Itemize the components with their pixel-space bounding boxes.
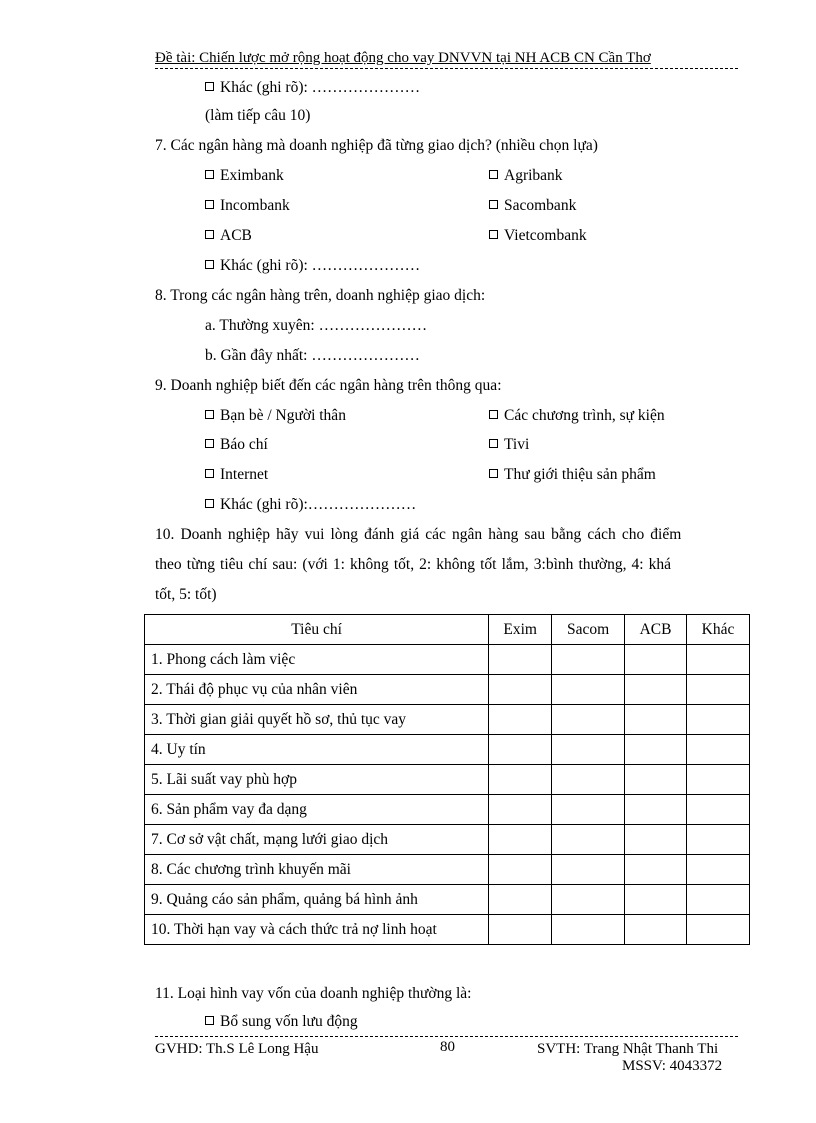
q7-option-sacombank: Sacombank [489, 196, 576, 216]
table-row [145, 795, 750, 825]
table-row [145, 765, 750, 795]
score-cell[interactable] [489, 915, 552, 945]
q9-option-internet: Internet [205, 465, 268, 485]
q9-option-press: Báo chí [205, 435, 268, 455]
score-cell[interactable] [489, 855, 552, 885]
q8-item-a: a. Thường xuyên: ………………… [205, 317, 428, 334]
question-11: 11. Loại hình vay vốn của doanh nghiệp thường là: [155, 985, 472, 1002]
q9-option-tv: Tivi [489, 435, 529, 455]
criteria-cell: 3. Thời gian giải quyết hồ sơ, thủ tục vay [145, 705, 489, 735]
q11-option-working-capital: Bổ sung vốn lưu động [205, 1012, 358, 1032]
q9-option-friends: Bạn bè / Người thân [205, 406, 346, 426]
page-header-title: Đề tài: Chiến lược mở rộng hoạt động cho vay DNVVN tại NH ACB CN Cần Thơ [155, 50, 651, 66]
header-exim: Exim [489, 615, 552, 645]
score-cell[interactable] [552, 795, 625, 825]
score-cell[interactable] [687, 915, 750, 945]
score-cell[interactable] [489, 765, 552, 795]
question-7: 7. Các ngân hàng mà doanh nghiệp đã từng giao dịch? (nhiều chọn lựa) [155, 137, 598, 154]
criteria-cell: 5. Lãi suất vay phù hợp [145, 765, 489, 795]
evaluation-table [144, 614, 750, 945]
q8-item-b: b. Gần đây nhất: ………………… [205, 347, 420, 364]
table-row [145, 675, 750, 705]
score-cell[interactable] [625, 885, 687, 915]
score-cell[interactable] [625, 675, 687, 705]
q9-option-other: Khác (ghi rõ):………………… [205, 495, 416, 515]
option-other-q6: Khác (ghi rõ): ………………… [205, 78, 420, 98]
question-10-line-3: tốt, 5: tốt) [155, 586, 217, 603]
question-8: 8. Trong các ngân hàng trên, doanh nghiệp giao dịch: [155, 287, 486, 304]
score-cell[interactable] [625, 915, 687, 945]
q7-option-incombank: Incombank [205, 196, 290, 216]
header-other: Khác [687, 615, 750, 645]
criteria-cell: 6. Sản phẩm vay đa dạng [145, 795, 489, 825]
score-cell[interactable] [687, 765, 750, 795]
criteria-cell: 4. Uy tín [145, 735, 489, 765]
score-cell[interactable] [552, 855, 625, 885]
criteria-cell: 2. Thái độ phục vụ của nhân viên [145, 675, 489, 705]
score-cell[interactable] [489, 795, 552, 825]
score-cell[interactable] [489, 735, 552, 765]
score-cell[interactable] [552, 705, 625, 735]
table-header-row [145, 615, 750, 645]
table-row [145, 915, 750, 945]
score-cell[interactable] [552, 825, 625, 855]
score-cell[interactable] [552, 675, 625, 705]
q7-option-eximbank: Eximbank [205, 166, 284, 186]
question-9: 9. Doanh nghiệp biết đến các ngân hàng trên thông qua: [155, 377, 502, 394]
question-10-line-2: theo từng tiêu chí sau: (với 1: không tốt, 2: không tốt lắm, 3:bình thường, 4: khá [155, 556, 672, 573]
score-cell[interactable] [687, 645, 750, 675]
footer-page-number: 80 [440, 1039, 455, 1055]
table-row [145, 705, 750, 735]
score-cell[interactable] [552, 735, 625, 765]
q7-option-acb: ACB [205, 226, 252, 246]
continue-note: (làm tiếp câu 10) [205, 107, 311, 124]
score-cell[interactable] [552, 915, 625, 945]
footer-divider [155, 1036, 738, 1037]
score-cell[interactable] [625, 855, 687, 885]
score-cell[interactable] [489, 885, 552, 915]
score-cell[interactable] [489, 675, 552, 705]
score-cell[interactable] [552, 765, 625, 795]
score-cell[interactable] [687, 795, 750, 825]
criteria-cell: 10. Thời hạn vay và cách thức trả nợ linh hoạt [145, 915, 489, 945]
question-10-line-1: 10. Doanh nghiệp hãy vui lòng đánh giá các ngân hàng sau bằng cách cho điểm [155, 526, 682, 543]
table-row [145, 825, 750, 855]
q9-option-events: Các chương trình, sự kiện [489, 406, 665, 426]
score-cell[interactable] [552, 645, 625, 675]
score-cell[interactable] [489, 825, 552, 855]
header-criteria: Tiêu chí [145, 615, 489, 645]
table-row [145, 885, 750, 915]
criteria-cell: 9. Quảng cáo sản phẩm, quảng bá hình ảnh [145, 885, 489, 915]
q7-option-vietcombank: Vietcombank [489, 226, 587, 246]
criteria-cell: 7. Cơ sở vật chất, mạng lưới giao dịch [145, 825, 489, 855]
score-cell[interactable] [625, 765, 687, 795]
score-cell[interactable] [489, 645, 552, 675]
score-cell[interactable] [687, 855, 750, 885]
score-cell[interactable] [625, 795, 687, 825]
footer-student: SVTH: Trang Nhật Thanh Thi [537, 1041, 719, 1057]
q9-option-letter: Thư giới thiệu sản phẩm [489, 465, 656, 485]
q7-option-other: Khác (ghi rõ): ………………… [205, 256, 420, 276]
footer-advisor: GVHD: Th.S Lê Long Hậu [155, 1041, 319, 1057]
score-cell[interactable] [552, 885, 625, 915]
table-row [145, 735, 750, 765]
score-cell[interactable] [687, 675, 750, 705]
table-row [145, 645, 750, 675]
header-sacom: Sacom [552, 615, 625, 645]
header-acb: ACB [625, 615, 687, 645]
score-cell[interactable] [625, 825, 687, 855]
table-row [145, 855, 750, 885]
score-cell[interactable] [489, 705, 552, 735]
criteria-cell: 8. Các chương trình khuyến mãi [145, 855, 489, 885]
score-cell[interactable] [687, 735, 750, 765]
score-cell[interactable] [687, 705, 750, 735]
score-cell[interactable] [625, 645, 687, 675]
score-cell[interactable] [687, 825, 750, 855]
footer-mssv: MSSV: 4043372 [622, 1058, 723, 1074]
score-cell[interactable] [625, 735, 687, 765]
score-cell[interactable] [625, 705, 687, 735]
header-divider [155, 68, 738, 69]
criteria-cell: 1. Phong cách làm việc [145, 645, 489, 675]
score-cell[interactable] [687, 885, 750, 915]
q7-option-agribank: Agribank [489, 166, 563, 186]
